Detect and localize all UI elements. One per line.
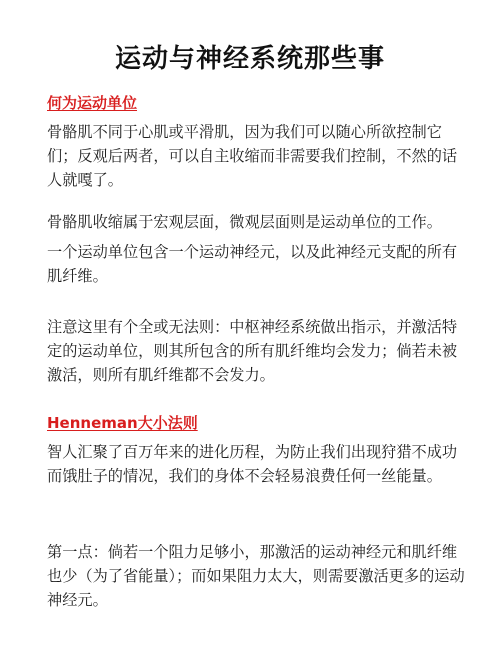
paragraph-all-or-none: 注意这里有个全或无法则：中枢神经系统做出指示，并激活特定的运动单位，则其所包含的所有肌纤维均会发力；倘若未被激活，则所有肌纤维都不会发力。 bbox=[47, 318, 458, 384]
paragraph-macro-micro: 骨骼肌收缩属于宏观层面，微观层面则是运动单位的工作。 bbox=[47, 213, 442, 231]
paragraph-first-point: 第一点：倘若一个阻力足够小，那激活的运动神经元和肌纤维也少（为了省能量）；而如果阻力太大，则需要激活更多的运动神经元。 bbox=[47, 543, 465, 609]
paragraph-motor-unit-definition: 一个运动单位包含一个运动神经元，以及此神经元支配的所有肌纤维。 bbox=[47, 243, 458, 285]
paragraph-skeletal-muscle: 骨骼肌不同于心肌或平滑肌，因为我们可以随心所欲控制它们；反观后两者，可以自主收缩而非需要我们控制，不然的话人就嘎了。 bbox=[47, 123, 458, 189]
paragraph-evolution: 智人汇聚了百万年来的进化历程，为防止我们出现狩猎不成功而饿肚子的情况，我们的身体不会轻易浪费任何一丝能量。 bbox=[47, 443, 458, 485]
section-heading-motor-unit: 何为运动单位 bbox=[47, 94, 138, 112]
section-heading-henneman: Henneman大小法则 bbox=[47, 414, 198, 432]
page-title: 运动与神经系统那些事 bbox=[114, 44, 385, 74]
